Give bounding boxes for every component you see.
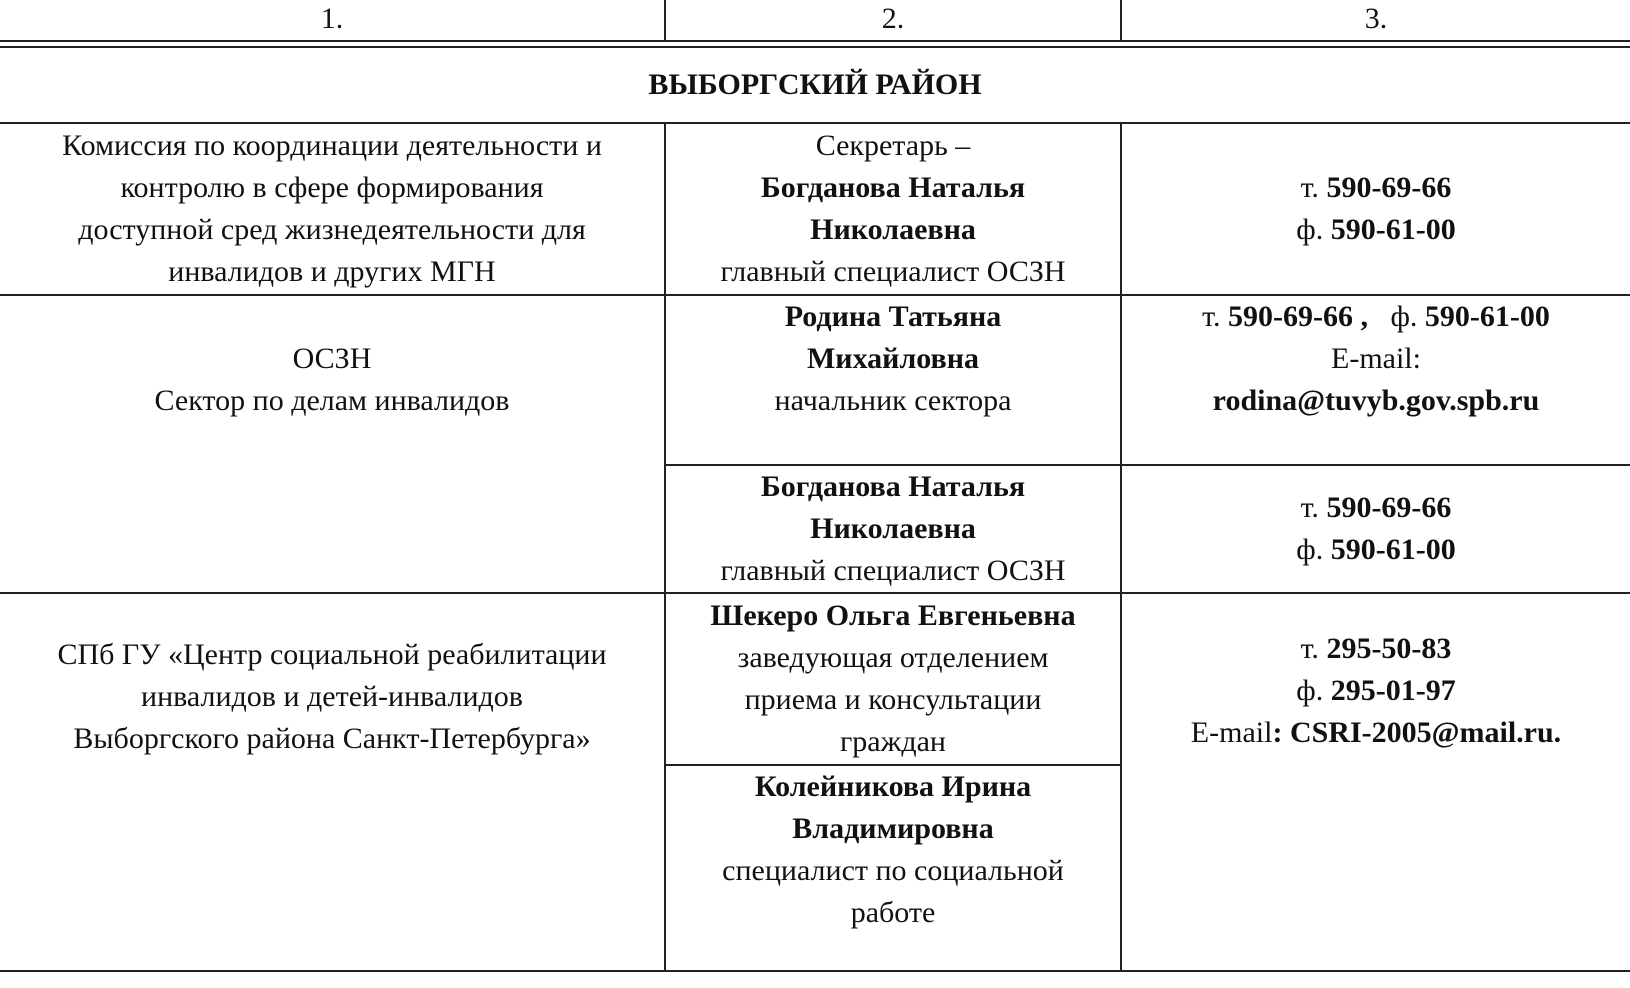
table-row — [0, 593, 1630, 765]
person-position: приема и консультации — [744, 683, 1042, 716]
person-name: Николаевна — [810, 213, 976, 246]
organization-cell — [0, 593, 665, 971]
organization-line: Выборгского района Санкт-Петербурга» — [73, 722, 591, 755]
fax-prefix: ф. — [1390, 300, 1425, 333]
table-row — [0, 123, 1630, 295]
person-role: Секретарь – — [815, 129, 971, 162]
phone-prefix: т. — [1300, 632, 1327, 665]
contact-cell — [1121, 465, 1630, 593]
fax-number: 295-01-97 — [1330, 674, 1456, 707]
person-name: Родина Татьяна — [784, 300, 1002, 333]
table-row — [0, 295, 1630, 465]
phone-fax-line — [1126, 296, 1626, 338]
organization-line: доступной сред жизнедеятельности для — [78, 213, 586, 246]
person-name: Шекеро Ольга Евгеньевна — [710, 599, 1076, 632]
person-position: заведующая отделением — [737, 641, 1049, 674]
column-number-row — [0, 0, 1630, 41]
phone-prefix: т. — [1300, 171, 1327, 204]
person-name: Богданова Наталья — [760, 171, 1026, 204]
person-position: главный специалист ОСЗН — [720, 255, 1066, 288]
phone-line — [1126, 487, 1626, 529]
person-name: Колейникова Ирина — [754, 770, 1032, 803]
person-cell — [665, 123, 1121, 295]
district-title: ВЫБОРГСКИЙ РАЙОН — [0, 47, 1630, 123]
email-address: rodina@tuvyb.gov.spb.ru — [1212, 384, 1540, 417]
organization-line: СПб ГУ «Центр социальной реабилитации — [57, 638, 607, 671]
fax-prefix: ф. — [1296, 213, 1331, 246]
phone-line — [1126, 167, 1626, 209]
phone-number: 295-50-83 — [1326, 632, 1452, 665]
phone-line — [1126, 628, 1626, 670]
fax-number: 590-61-00 — [1424, 300, 1550, 333]
contact-separator: , — [1352, 300, 1391, 333]
person-position: работе — [850, 896, 936, 929]
person-position: граждан — [840, 725, 946, 758]
person-name: Богданова Наталья — [760, 470, 1026, 503]
email-colon: : — [1272, 716, 1290, 749]
person-cell — [665, 765, 1121, 971]
phone-prefix: т. — [1202, 300, 1228, 333]
organization-line: Сектор по делам инвалидов — [154, 384, 510, 417]
person-cell — [665, 593, 1121, 765]
organization-line: ОСЗН — [292, 342, 372, 375]
organization-line: контролю в сфере формирования — [120, 171, 544, 204]
email-label: E-mail: — [1331, 342, 1421, 375]
email-label: E-mail — [1190, 716, 1273, 749]
column-number-3: 3. — [1121, 0, 1630, 41]
fax-line — [1126, 529, 1626, 571]
person-position: специалист по социальной — [722, 854, 1064, 887]
district-row — [0, 47, 1630, 123]
email-line — [1126, 712, 1626, 754]
contact-cell — [1121, 123, 1630, 295]
column-number-1: 1. — [0, 0, 665, 41]
email-address: CSRI-2005@mail.ru. — [1289, 716, 1562, 749]
phone-number: 590-69-66 — [1326, 491, 1452, 524]
organization-line: инвалидов и детей-инвалидов — [141, 680, 523, 713]
person-position: начальник сектора — [774, 384, 1012, 417]
organization-cell — [0, 295, 665, 593]
organization-line: инвалидов и других МГН — [168, 255, 496, 288]
fax-number: 590-61-00 — [1330, 533, 1456, 566]
fax-number: 590-61-00 — [1330, 213, 1456, 246]
person-name: Владимировна — [792, 812, 994, 845]
organization-line: Комиссия по координации деятельности и — [62, 129, 602, 162]
fax-line — [1126, 209, 1626, 251]
phone-number: 590-69-66 — [1326, 171, 1452, 204]
phone-prefix: т. — [1300, 491, 1327, 524]
person-cell — [665, 465, 1121, 593]
fax-prefix: ф. — [1296, 674, 1331, 707]
contact-cell — [1121, 295, 1630, 465]
fax-line — [1126, 670, 1626, 712]
phone-number: 590-69-66 — [1227, 300, 1353, 333]
contact-cell — [1121, 593, 1630, 971]
person-name: Николаевна — [810, 512, 976, 545]
person-name: Михайловна — [806, 342, 980, 375]
column-number-2: 2. — [665, 0, 1121, 41]
person-position: главный специалист ОСЗН — [720, 554, 1066, 587]
person-cell — [665, 295, 1121, 465]
organization-cell — [0, 123, 665, 295]
fax-prefix: ф. — [1296, 533, 1331, 566]
